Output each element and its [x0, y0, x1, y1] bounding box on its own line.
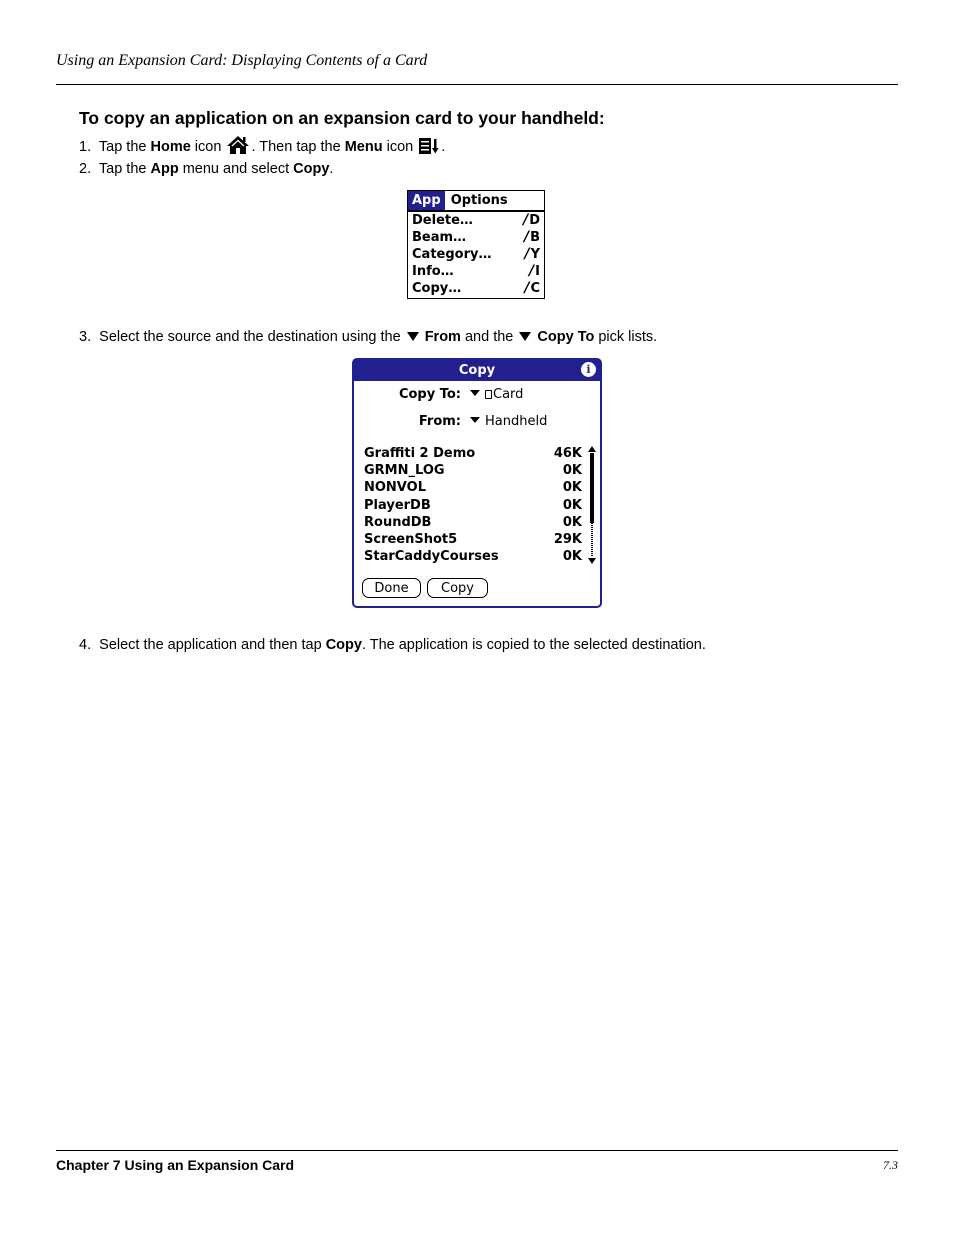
list-item[interactable] [364, 548, 584, 565]
step-text: and the [460, 329, 518, 345]
step-bold: Home [150, 139, 191, 155]
app-size: 0K [562, 497, 582, 513]
scroll-up-arrow-icon[interactable] [588, 446, 596, 452]
menu-item-label: Copy… [412, 281, 462, 296]
menu-item-category[interactable] [408, 246, 544, 263]
step-bold: Copy [325, 637, 362, 653]
scroll-down-arrow-icon[interactable] [588, 558, 596, 564]
step-text: Select the source and the destination using the [99, 329, 405, 345]
menu-item-label: Beam… [412, 230, 467, 245]
menu-icon [418, 137, 440, 159]
info-icon[interactable]: i [581, 362, 596, 377]
menu-item-label: Category… [412, 247, 492, 262]
step-number: 2. [79, 161, 92, 177]
list-item[interactable] [364, 479, 584, 496]
dialog-title: Copy [458, 363, 496, 378]
shortcut-letter: Y [530, 247, 540, 262]
list-item[interactable] [364, 514, 584, 531]
app-size: 0K [562, 463, 582, 479]
app-size: 29K [553, 531, 582, 547]
home-icon [226, 135, 250, 159]
menu-item-beam[interactable] [408, 229, 544, 246]
copy-to-picklist[interactable]: Card [493, 387, 524, 402]
command-stroke-icon: / [529, 263, 535, 279]
step-text: . Then tap the [251, 139, 345, 155]
menu-item-info[interactable] [408, 263, 544, 280]
step-text: . [441, 139, 446, 155]
app-name: PlayerDB [364, 497, 431, 513]
list-scrollbar[interactable] [588, 446, 596, 564]
scroll-thumb[interactable] [590, 453, 594, 523]
copy-dialog-screenshot [352, 358, 602, 608]
done-button[interactable]: Done [362, 578, 421, 598]
menu-bar [408, 191, 544, 212]
menu-tab-app[interactable]: App [408, 191, 445, 210]
command-stroke-icon: / [523, 212, 529, 228]
app-size: 0K [562, 549, 582, 565]
step-bold: Copy To [537, 329, 595, 345]
step-bold: Menu [344, 139, 383, 155]
copy-to-row [366, 387, 523, 402]
step-4 [79, 637, 706, 653]
step-bold: App [150, 161, 179, 177]
menu-tab-options[interactable]: Options [450, 193, 508, 208]
menu-shortcut [524, 280, 540, 297]
step-1 [79, 135, 445, 159]
from-picklist[interactable]: Handheld [485, 414, 548, 429]
menu-item-label: Delete… [412, 213, 473, 228]
app-name: StarCaddyCourses [364, 549, 499, 565]
menu-shortcut [524, 229, 540, 246]
app-size: 0K [562, 480, 582, 496]
app-size: 0K [562, 514, 582, 530]
card-icon [485, 390, 492, 399]
menu-item-copy[interactable] [408, 280, 544, 297]
step-text: icon [190, 139, 226, 155]
command-stroke-icon: / [523, 229, 530, 245]
step-2 [79, 161, 333, 177]
step-number: 4. [79, 637, 92, 653]
step-text: Tap the [98, 139, 151, 155]
copy-to-label: Copy To: [398, 387, 461, 402]
step-text: menu and select [178, 161, 294, 177]
list-item[interactable] [364, 462, 584, 479]
copy-button[interactable]: Copy [427, 578, 488, 598]
step-text: icon [382, 139, 418, 155]
from-row [366, 414, 547, 429]
footer-rule [56, 1150, 898, 1151]
step-number: 3. [79, 329, 92, 345]
menu-item-delete[interactable] [408, 212, 544, 229]
list-item[interactable] [364, 445, 584, 462]
from-label: From: [418, 414, 461, 429]
application-list [364, 445, 584, 565]
menu-item-label: Info… [412, 264, 454, 279]
step-text: . [329, 161, 334, 177]
step-text: pick lists. [594, 329, 658, 345]
shortcut-letter: I [535, 264, 540, 279]
step-text: Select the application and then tap [99, 637, 326, 653]
menu-shortcut [523, 212, 540, 229]
app-name: NONVOL [364, 480, 426, 496]
app-size: 46K [553, 446, 582, 461]
step-text: Tap the [98, 161, 151, 177]
pick-list-arrow-icon[interactable] [470, 417, 480, 423]
pick-list-arrow-icon [407, 332, 419, 341]
app-name: GRMN_LOG [364, 463, 445, 479]
app-name: RoundDB [364, 514, 432, 530]
list-item[interactable] [364, 531, 584, 548]
dialog-title-bar [354, 360, 600, 381]
shortcut-letter: D [529, 213, 540, 228]
procedure-heading: To copy an application on an expansion card to your handheld: [79, 108, 605, 128]
app-name: Graffiti 2 Demo [364, 446, 476, 461]
list-item[interactable] [364, 497, 584, 514]
running-head: Using an Expansion Card: Displaying Contents of a Card [56, 52, 428, 69]
pick-list-arrow-icon[interactable] [470, 390, 480, 396]
page-number: 7.3 [883, 1158, 898, 1172]
shortcut-letter: B [530, 230, 540, 245]
command-stroke-icon: / [524, 246, 530, 262]
step-3 [79, 329, 657, 345]
app-menu-screenshot [407, 190, 545, 299]
step-bold: Copy [293, 161, 330, 177]
app-name: ScreenShot5 [364, 531, 458, 547]
menu-shortcut [524, 246, 540, 263]
footer-chapter: Chapter 7 Using an Expansion Card [56, 1157, 295, 1173]
step-number: 1. [79, 139, 92, 155]
step-text: . The application is copied to the selected destination. [361, 637, 706, 653]
step-bold: From [424, 329, 461, 345]
command-stroke-icon: / [524, 280, 530, 296]
pick-list-arrow-icon [519, 332, 531, 341]
header-rule [56, 84, 898, 85]
shortcut-letter: C [530, 281, 540, 296]
menu-shortcut [529, 263, 540, 280]
